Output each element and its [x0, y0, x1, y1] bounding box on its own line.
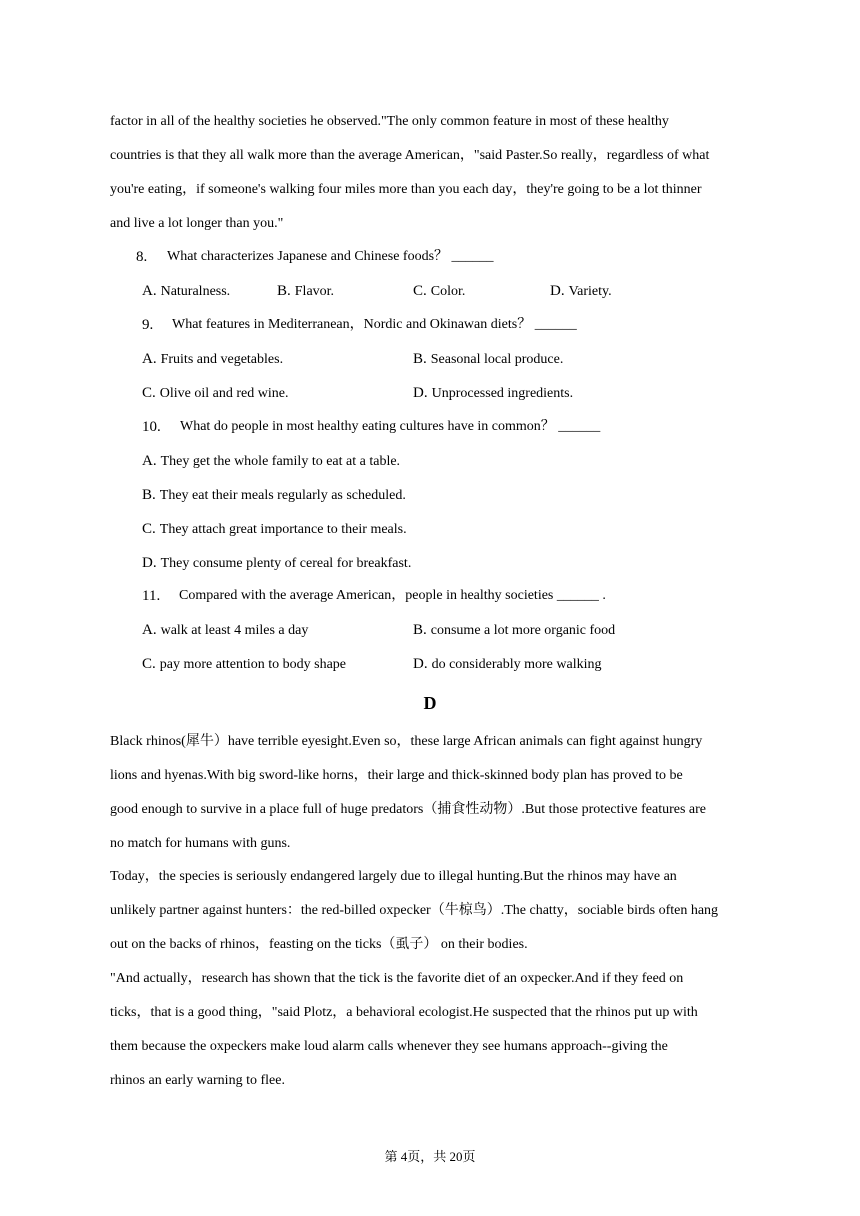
- option-b: [413, 349, 563, 370]
- passage-line: unlikely partner against hunters：the red-billed oxpecker（牛椋鸟）.The chatty，sociable birds often hang: [110, 903, 719, 918]
- option-letter: B.: [142, 487, 156, 503]
- option-d: [142, 553, 411, 574]
- option-letter: A.: [142, 351, 157, 367]
- option-letter: B.: [413, 622, 427, 638]
- passage-line: and live a lot longer than you.": [110, 216, 284, 231]
- option-text: Variety.: [568, 284, 612, 299]
- option-a: [142, 349, 283, 370]
- passage-line: you're eating，if someone's walking four miles more than you each day，they're going to be a lot thinner: [110, 182, 702, 197]
- option-text: Color.: [430, 284, 466, 299]
- option-c: [413, 281, 465, 302]
- option-letter: D.: [413, 656, 428, 672]
- page-footer: 第 4页，共 20页: [384, 1149, 476, 1164]
- option-letter: C.: [142, 521, 156, 537]
- passage-line: no match for humans with guns.: [110, 836, 291, 851]
- option-a: [142, 451, 400, 472]
- passage-line: out on the backs of rhinos，feasting on the ticks（虱子） on their bodies.: [110, 937, 528, 952]
- passage-line: ticks，that is a good thing，"said Plotz，a behavioral ecologist.He suspected that the rhinos put up with: [110, 1005, 698, 1020]
- passage-line: rhinos an early warning to flee.: [110, 1073, 285, 1088]
- question-text: Compared with the average American，people in healthy societies ______ .: [179, 588, 606, 603]
- option-d: [413, 654, 602, 675]
- option-text: They consume plenty of cereal for breakfast.: [160, 556, 412, 571]
- option-c: [142, 519, 407, 540]
- passage-line: countries is that they all walk more than the average American，"said Paster.So really，regardless of what: [110, 148, 710, 163]
- option-b: [413, 620, 615, 641]
- passage-line: Black rhinos(犀牛）have terrible eyesight.Even so，these large African animals can fight against hungry: [110, 734, 703, 749]
- option-text: They eat their meals regularly as scheduled.: [159, 488, 406, 503]
- option-letter: A.: [142, 283, 157, 299]
- question-text: What features in Mediterranean，Nordic and Okinawan diets？ ______: [172, 317, 577, 332]
- option-d: [550, 281, 612, 302]
- option-c: [142, 654, 346, 675]
- option-letter: C.: [413, 283, 427, 299]
- option-letter: A.: [142, 622, 157, 638]
- option-letter: C.: [142, 385, 156, 401]
- passage-line: good enough to survive in a place full of huge predators（捕食性动物）.But those protective features are: [110, 802, 707, 817]
- option-letter: C.: [142, 656, 156, 672]
- option-text: Unprocessed ingredients.: [431, 386, 574, 401]
- option-text: They attach great importance to their meals.: [159, 522, 407, 537]
- option-text: Naturalness.: [160, 284, 231, 299]
- question-number: 10.: [142, 419, 161, 435]
- option-letter: D.: [550, 283, 565, 299]
- passage-line: factor in all of the healthy societies he observed."The only common feature in most of these healthy: [110, 114, 669, 129]
- passage-line: "And actually，research has shown that the tick is the favorite diet of an oxpecker.And if they feed on: [110, 971, 684, 986]
- option-letter: D.: [142, 555, 157, 571]
- question-text: What do people in most healthy eating cultures have in common？ ______: [180, 419, 601, 434]
- passage-line: them because the oxpeckers make loud alarm calls whenever they see humans approach--giving the: [110, 1039, 668, 1054]
- option-text: do considerably more walking: [431, 657, 602, 672]
- passage-line: Today，the species is seriously endangered largely due to illegal hunting.But the rhinos may have an: [110, 869, 677, 884]
- option-text: Seasonal local produce.: [430, 352, 564, 367]
- option-text: Fruits and vegetables.: [160, 352, 284, 367]
- option-text: pay more attention to body shape: [159, 657, 346, 672]
- question-number: 8.: [136, 249, 148, 265]
- option-text: Olive oil and red wine.: [159, 386, 289, 401]
- option-letter: B.: [413, 351, 427, 367]
- option-text: consume a lot more organic food: [430, 623, 616, 638]
- option-a: [142, 620, 308, 641]
- option-text: They get the whole family to eat at a table.: [160, 454, 401, 469]
- section-heading: D: [423, 693, 437, 713]
- passage-line: lions and hyenas.With big sword-like horns，their large and thick-skinned body plan has proved to be: [110, 768, 683, 783]
- option-a: [142, 281, 230, 302]
- question-number: 9.: [142, 317, 154, 333]
- question-text: What characterizes Japanese and Chinese foods？ ______: [167, 249, 494, 264]
- option-text: Flavor.: [294, 284, 335, 299]
- option-b: [142, 485, 406, 506]
- option-c: [142, 383, 288, 404]
- option-letter: D.: [413, 385, 428, 401]
- option-letter: B.: [277, 283, 291, 299]
- option-d: [413, 383, 573, 404]
- option-b: [277, 281, 334, 302]
- question-number: 11.: [142, 588, 161, 604]
- option-text: walk at least 4 miles a day: [160, 623, 309, 638]
- option-letter: A.: [142, 453, 157, 469]
